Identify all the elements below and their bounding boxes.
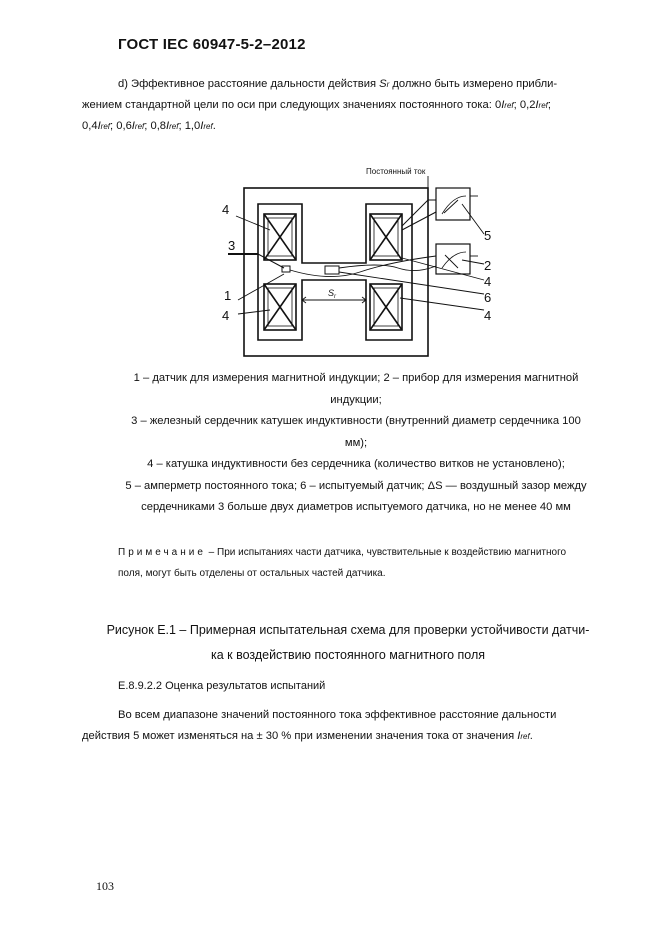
probe-cable [290,256,436,277]
legend-line: индукции; [330,393,382,406]
legend-line: мм); [344,436,368,449]
legend-line: 3 – железный сердечник катушек индуктивности (внутренний диаметр сердечника 100 [131,415,581,427]
coil-top-left [264,214,296,260]
callout-coil-4-bottom-right: 4 [484,308,492,323]
paragraph-d-line1: d) Эффективное расстояние дальности действия Sr должно быть измерено прибли- [118,78,558,90]
sensor-under-test [325,266,339,274]
legend-line: 5 – амперметр постоянного тока; 6 – испытуемый датчик; ΔS — воздушный зазор между [125,479,587,492]
coil-bottom-left [264,284,296,330]
section-subheading: Е.8.9.2.2 Оценка результатов испытаний [118,680,326,692]
callout-ammeter-5: 5 [484,228,492,243]
figure-note: Примечание – При испытаниях части датчика, чувствительные к воздействию магнитного поля, могут быть отделены от остальных частей датчика. [118,547,567,579]
coil-top-right [370,214,402,260]
svg-text:r: r [334,294,336,300]
page-number: 103 [96,879,114,893]
induction-meter [436,244,470,274]
evaluation-paragraph: Во всем диапазоне значений постоянного тока эффективное расстояние дальности действия 5 может изменяться на ± 30 % при изменении значения тока от значения Iref. [82,709,557,742]
ammeter [436,188,470,220]
coil-bottom-right [370,284,402,330]
paragraph-d-line3: 0,4Iref; 0,6Iref; 0,8Iref; 1,0Iref. [82,120,216,132]
callout-coil-4-bottom-left: 4 [222,308,230,323]
page-header: ГОСТ IEC 60947-5-2–2012 [118,36,306,53]
figure-caption: Рисунок Е.1 – Примерная испытательная схема для проверки устойчивости датчи- ка к воздействию постоянного магнитного поля [106,623,590,662]
callout-coil-4-right: 4 [484,274,492,289]
callout-coil-4-top-left: 4 [222,202,230,217]
callout-probe-1: 1 [224,288,232,303]
callout-meter-2: 2 [484,258,492,273]
iron-core-window [258,204,412,340]
induction-probe [282,266,290,272]
callout-core-3: 3 [228,238,236,253]
callout-sensor-6: 6 [484,290,492,305]
legend-line: сердечниками 3 больше двух диаметров испытуемого датчика, но не менее 40 мм [141,501,571,513]
legend-line: 4 – катушка индуктивности без сердечника (количество витков не установлено); [147,458,565,470]
note-label: Примечание [118,547,206,558]
dc-current-label: Постоянный ток [366,167,426,176]
gap-dimension-label: S [328,288,335,298]
legend-line: 1 – датчик для измерения магнитной индукции; 2 – прибор для измерения магнитной [133,372,579,384]
paragraph-d-line2: жением стандартной цели по оси при следующих значениях постоянного тока: 0Iref; 0,2Iref; [82,99,551,111]
figure-legend [96,368,616,519]
